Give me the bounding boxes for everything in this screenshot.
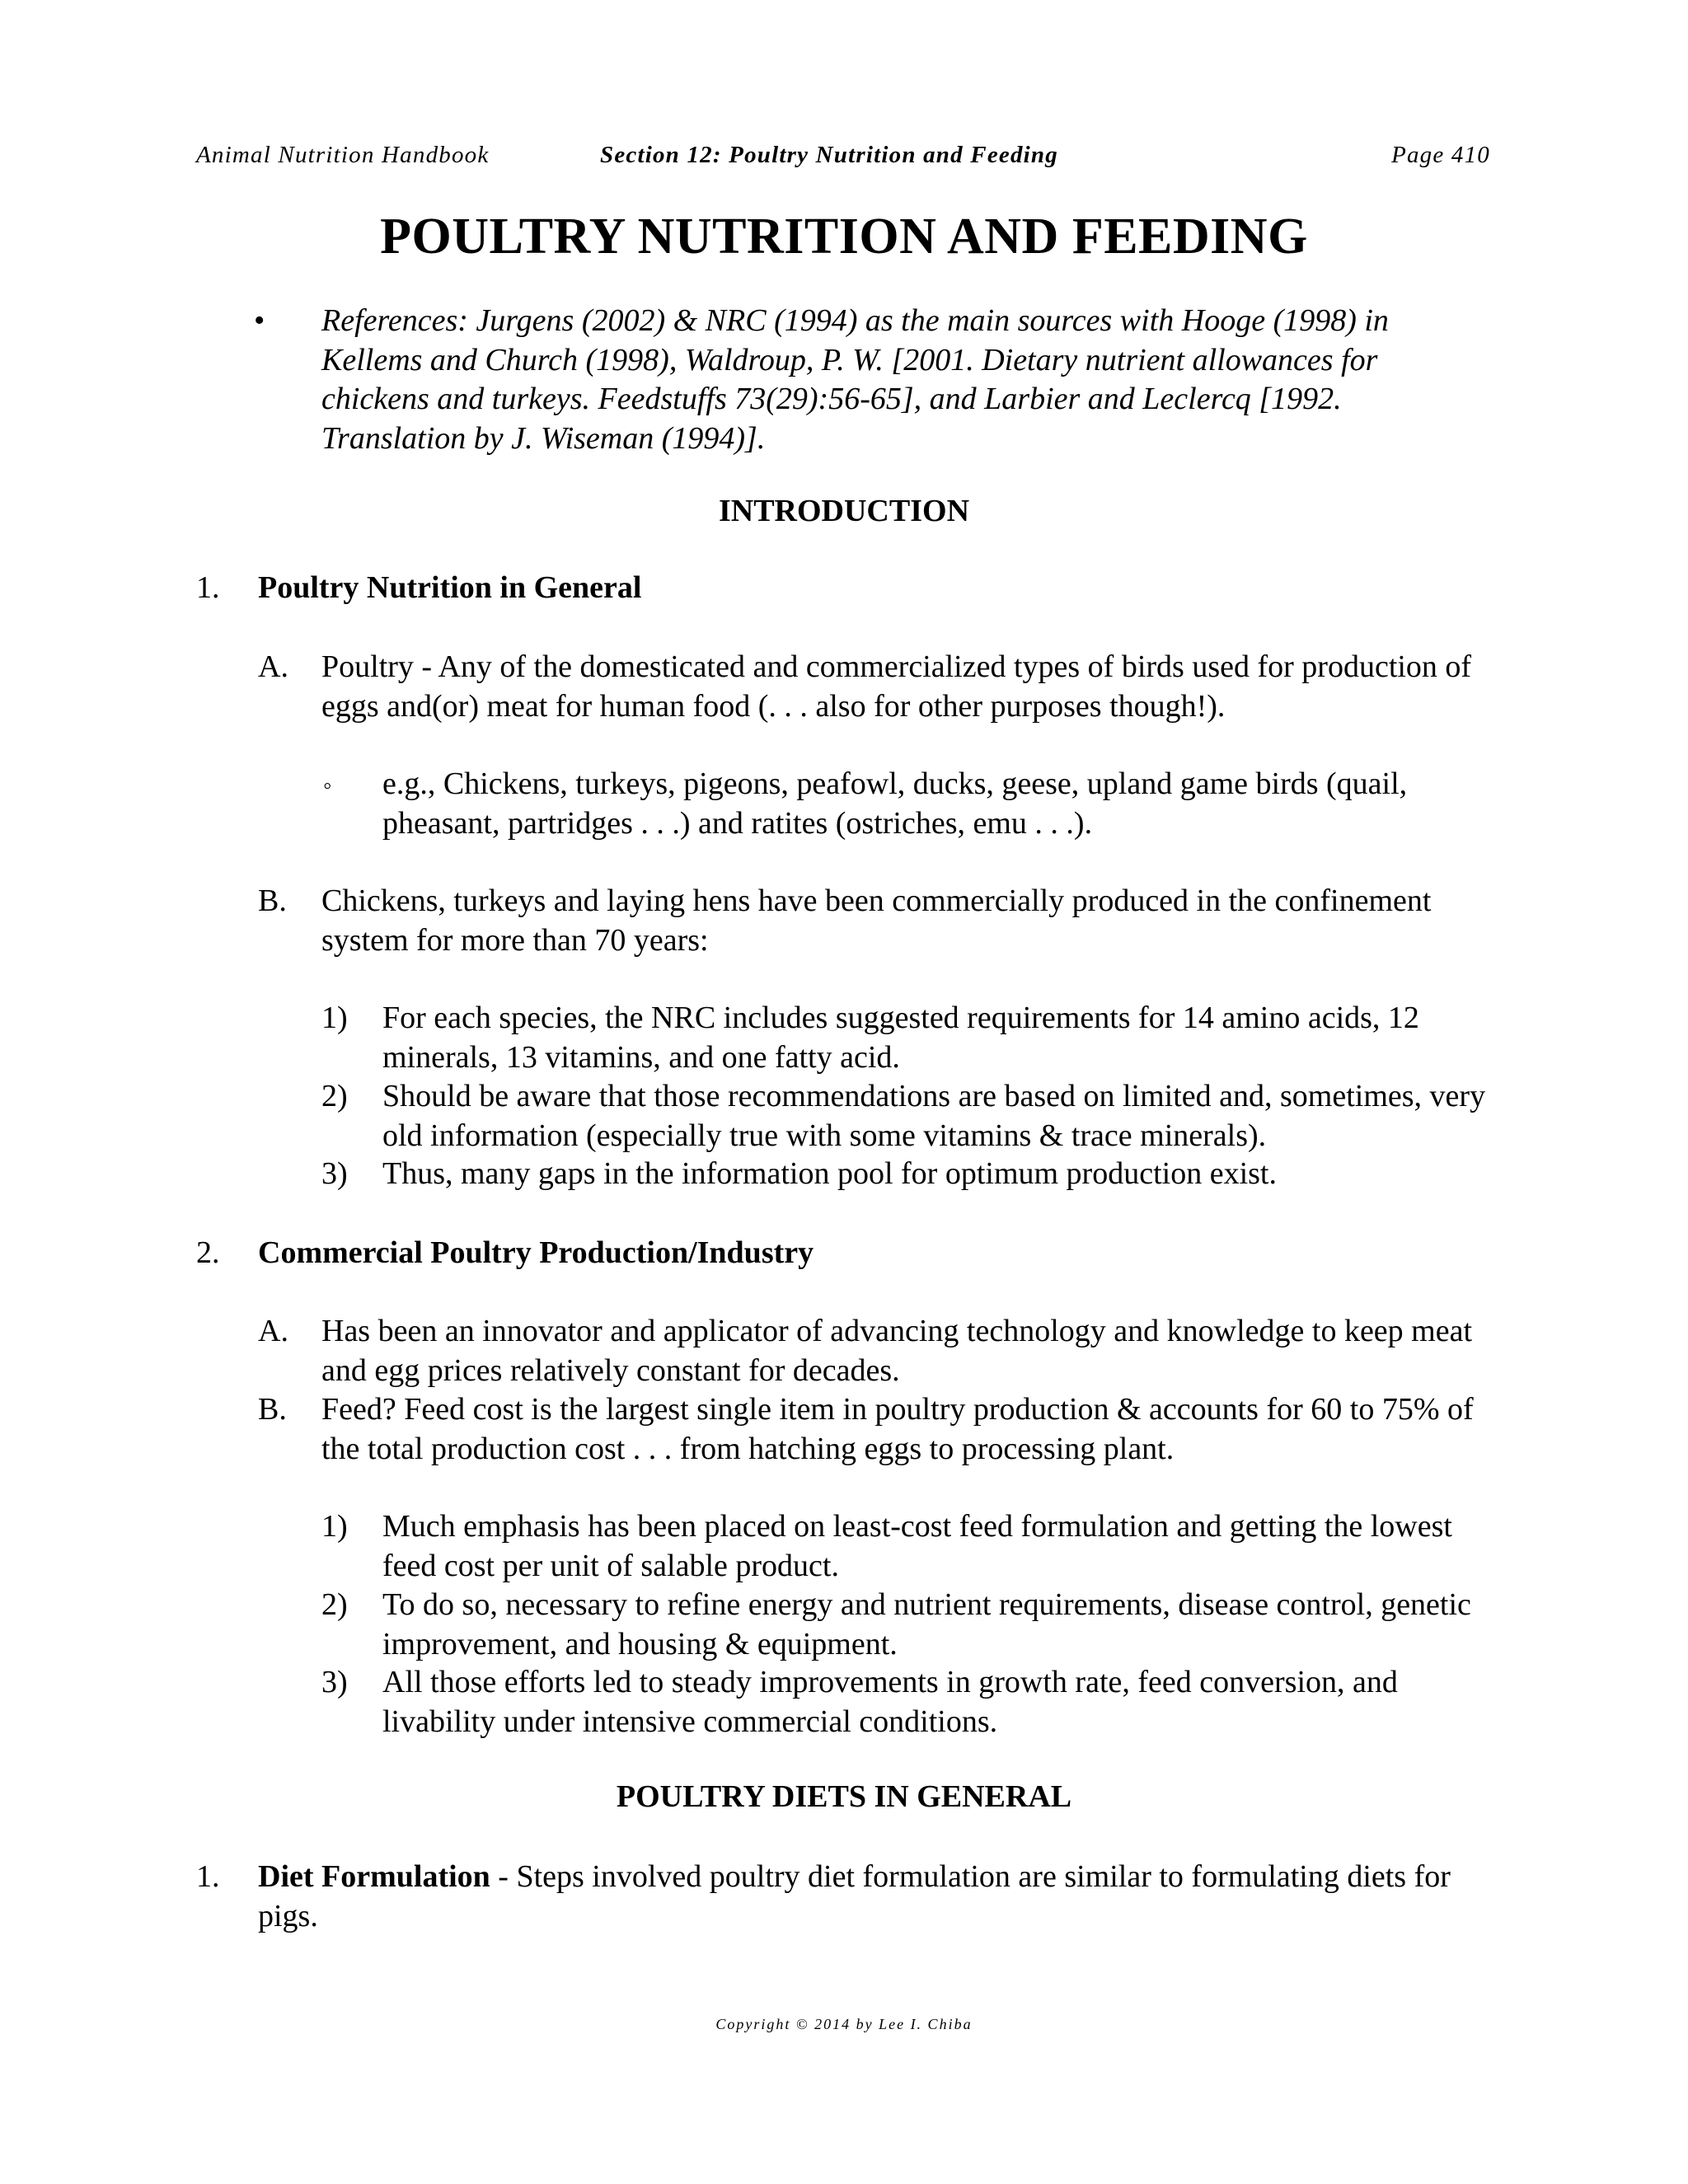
diet-section-number: 1. [196,1859,220,1894]
item-1a-text: Poultry - Any of the domesticated and commercialized types of birds used for production of eggs and(or) meat for human food (. . . also for other purposes though!). [321,649,1472,724]
item-2b-3-number: 3) [321,1665,348,1699]
item-2b-1-text: Much emphasis has been placed on least-cost feed formulation and getting the lowest feed cost per unit of salable product. [382,1509,1452,1583]
sub-bullet-icon: ◦ [323,772,332,799]
diet-formulation-text: - Steps involved poultry diet formulation are similar to formulating diets for pigs. [258,1859,1451,1933]
document-title: POULTRY NUTRITION AND FEEDING [380,209,1308,265]
item-1b-3-number: 3) [321,1156,348,1191]
section-2-number: 2. [196,1235,220,1270]
poultry-diets-heading: POULTRY DIETS IN GENERAL [616,1779,1072,1814]
item-2b-label: B. [258,1392,287,1427]
section-2-title: Commercial Poultry Production/Industry [258,1235,814,1270]
item-2b-3-text: All those efforts led to steady improvements in growth rate, feed conversion, and livability under intensive commercial conditions. [382,1665,1398,1739]
diet-formulation-title: Diet Formulation [258,1859,490,1894]
header-section-title: Section 12: Poultry Nutrition and Feeding [600,142,1058,168]
item-1b-2-number: 2) [321,1079,348,1113]
item-2a-label: A. [258,1314,288,1348]
copyright-footer: Copyright © 2014 by Lee I. Chiba [715,2016,973,2032]
references-bullet: • [254,303,265,338]
item-2b-text: Feed? Feed cost is the largest single item in poultry production & accounts for 60 to 75% of the total production cost . . . from hatching eggs to processing plant. [321,1392,1474,1466]
section-1-number: 1. [196,570,220,605]
item-1b-3-text: Thus, many gaps in the information pool for optimum production exist. [382,1156,1277,1191]
item-1b-text: Chickens, turkeys and laying hens have been commercially produced in the confinement system for more than 70 years: [321,883,1432,958]
diet-formulation-paragraph [258,1858,1492,1936]
item-1b-1-text: For each species, the NRC includes suggested requirements for 14 amino acids, 12 minerals, 13 vitamins, and one fatty acid. [382,1001,1419,1075]
header-book-title: Animal Nutrition Handbook [196,142,490,168]
section-1-title: Poultry Nutrition in General [258,570,642,605]
introduction-heading: INTRODUCTION [718,494,970,528]
item-1b-label: B. [258,883,287,918]
item-2b-2-text: To do so, necessary to refine energy and nutrient requirements, disease control, genetic improvement, and housing & equipment. [382,1587,1471,1661]
item-1a-example-text: e.g., Chickens, turkeys, pigeons, peafowl, ducks, geese, upland game birds (quail, pheasant, partridges . . .) and ratites (ostriches, emu . . .). [382,766,1408,841]
item-2b-2-number: 2) [321,1587,348,1622]
item-2a-text: Has been an innovator and applicator of advancing technology and knowledge to keep meat and egg prices relatively constant for decades. [321,1314,1473,1388]
item-1a-label: A. [258,649,288,684]
item-1b-2-text: Should be aware that those recommendations are based on limited and, sometimes, very old information (especially true with some vitamins & trace minerals). [382,1079,1486,1153]
running-header [196,142,1490,175]
item-1b-1-number: 1) [321,1001,348,1035]
item-2b-1-number: 1) [321,1509,348,1544]
references-text: References: Jurgens (2002) & NRC (1994) as the main sources with Hooge (1998) in Kellems and Church (1998), Waldroup, P. W. [2001. Dietary nutrient allowances for chickens and turkeys. Feedstuffs 73(29):56-65], and Larbier and Leclercq [1992. Translation by J. Wiseman (1994)]. [321,303,1389,456]
header-page-number: Page 410 [1391,142,1490,168]
